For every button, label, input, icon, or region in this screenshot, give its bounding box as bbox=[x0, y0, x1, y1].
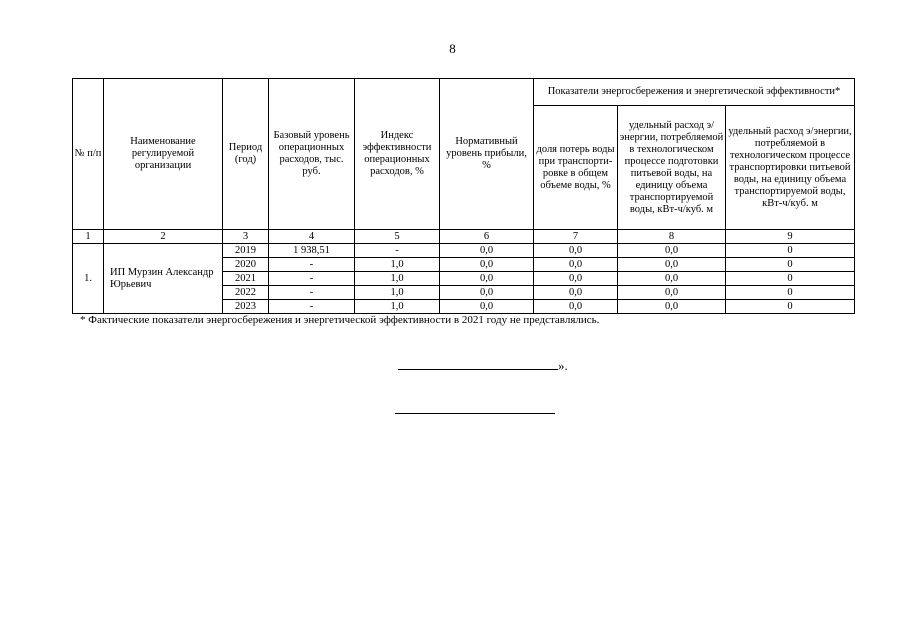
profit-level-cell: 0,0 bbox=[440, 258, 534, 272]
year-cell: 2020 bbox=[223, 258, 269, 272]
year-cell: 2023 bbox=[223, 300, 269, 314]
energy-preparation-cell: 0,0 bbox=[618, 244, 726, 258]
efficiency-index-cell: - bbox=[355, 244, 440, 258]
efficiency-index-cell: 1,0 bbox=[355, 272, 440, 286]
base-opex-cell: - bbox=[269, 272, 355, 286]
tariff-table bbox=[72, 78, 855, 314]
column-number: 4 bbox=[269, 230, 355, 244]
separator-line bbox=[395, 413, 555, 414]
column-number: 2 bbox=[104, 230, 223, 244]
column-number: 6 bbox=[440, 230, 534, 244]
efficiency-index-cell: 1,0 bbox=[355, 300, 440, 314]
header-energy-preparation: удельный расход э/энергии, потребляемой в технологическом процессе подготовки питьевой воды, на единицу объема транспортируемой воды, кВт-ч/куб. м bbox=[618, 106, 726, 230]
header-profit-level: Нормативный уровень прибыли, % bbox=[440, 79, 534, 230]
year-cell: 2019 bbox=[223, 244, 269, 258]
profit-level-cell: 0,0 bbox=[440, 300, 534, 314]
column-number-row bbox=[73, 230, 855, 244]
organization-name: ИП Мурзин Александр Юрьевич bbox=[104, 244, 223, 314]
energy-preparation-cell: 0,0 bbox=[618, 258, 726, 272]
energy-transport-cell: 0 bbox=[726, 244, 855, 258]
energy-preparation-cell: 0,0 bbox=[618, 286, 726, 300]
header-energy-group: Показатели энергосбережения и энергетической эффективности* bbox=[534, 79, 855, 106]
column-number: 5 bbox=[355, 230, 440, 244]
page-number: 8 bbox=[449, 41, 456, 56]
profit-level-cell: 0,0 bbox=[440, 272, 534, 286]
efficiency-index-cell: 1,0 bbox=[355, 258, 440, 272]
row-number: 1. bbox=[73, 244, 104, 314]
water-loss-cell: 0,0 bbox=[534, 272, 618, 286]
header-efficiency-index: Индекс эффективности операционных расходов, % bbox=[355, 79, 440, 230]
base-opex-cell: - bbox=[269, 258, 355, 272]
energy-transport-cell: 0 bbox=[726, 286, 855, 300]
header-org: Наименование регулируемой организации bbox=[104, 79, 223, 230]
header-base-opex: Базовый уровень операционных расходов, тыс. руб. bbox=[269, 79, 355, 230]
profit-level-cell: 0,0 bbox=[440, 244, 534, 258]
efficiency-index-cell: 1,0 bbox=[355, 286, 440, 300]
column-number: 8 bbox=[618, 230, 726, 244]
water-loss-cell: 0,0 bbox=[534, 258, 618, 272]
column-number: 1 bbox=[73, 230, 104, 244]
table-row bbox=[73, 244, 855, 258]
water-loss-cell: 0,0 bbox=[534, 286, 618, 300]
column-number: 7 bbox=[534, 230, 618, 244]
water-loss-cell: 0,0 bbox=[534, 244, 618, 258]
year-cell: 2022 bbox=[223, 286, 269, 300]
header-row-top bbox=[73, 79, 855, 106]
energy-preparation-cell: 0,0 bbox=[618, 272, 726, 286]
closing-quote: ». bbox=[558, 358, 568, 373]
closing-signature-line bbox=[398, 358, 568, 374]
header-energy-transport: удельный расход э/энергии, потребляемой в технологическом процессе транспортировки питьевой воды, на единицу объема транспортируемой воды, кВт-ч/куб. м bbox=[726, 106, 855, 230]
header-num: № п/п bbox=[73, 79, 104, 230]
profit-level-cell: 0,0 bbox=[440, 286, 534, 300]
base-opex-cell: 1 938,51 bbox=[269, 244, 355, 258]
header-period: Период (год) bbox=[223, 79, 269, 230]
header-water-loss: доля потерь воды при транспорти-ровке в общем объеме воды, % bbox=[534, 106, 618, 230]
signature-line bbox=[398, 358, 558, 370]
base-opex-cell: - bbox=[269, 300, 355, 314]
year-cell: 2021 bbox=[223, 272, 269, 286]
footnote: * Фактические показатели энергосбережения и энергетической эффективности в 2021 году не представлялись. bbox=[80, 314, 600, 326]
energy-transport-cell: 0 bbox=[726, 258, 855, 272]
column-number: 9 bbox=[726, 230, 855, 244]
energy-transport-cell: 0 bbox=[726, 272, 855, 286]
water-loss-cell: 0,0 bbox=[534, 300, 618, 314]
energy-preparation-cell: 0,0 bbox=[618, 300, 726, 314]
base-opex-cell: - bbox=[269, 286, 355, 300]
column-number: 3 bbox=[223, 230, 269, 244]
energy-transport-cell: 0 bbox=[726, 300, 855, 314]
